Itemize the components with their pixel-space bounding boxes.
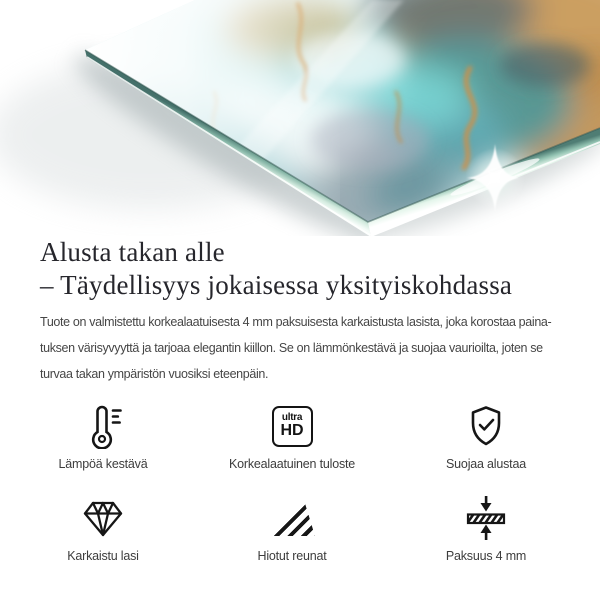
feature-label: Korkealaatuinen tuloste bbox=[228, 457, 356, 471]
product-image bbox=[0, 0, 600, 236]
feature-label: Paksuus 4 mm bbox=[445, 549, 527, 563]
diamond-icon bbox=[79, 494, 127, 542]
description-line: tuksen värisyvyyttä ja tarjoaa elegantin kiillon. Se on lämmönkestävä ja suojaa vaurioilta, joten se bbox=[40, 341, 543, 355]
feature-label: Lämpöä kestävä bbox=[58, 457, 148, 471]
feature-protects-surface bbox=[406, 402, 566, 472]
product-image-graphic bbox=[0, 0, 600, 236]
ultra-hd-icon-text-large: HD bbox=[280, 422, 304, 439]
page-title-line1: Alusta takan alle bbox=[40, 237, 225, 267]
polished-edges-icon bbox=[269, 494, 315, 542]
feature-tempered-glass bbox=[28, 494, 178, 564]
feature-print-quality bbox=[178, 402, 406, 472]
feature-label: Hiotut reunat bbox=[257, 549, 327, 563]
thermometer-icon bbox=[81, 402, 125, 450]
feature-label: Suojaa alustaa bbox=[446, 457, 526, 471]
ultra-hd-icon-text-small: ultra bbox=[281, 412, 303, 423]
product-description bbox=[0, 309, 600, 387]
page-title-line2: – Täydellisyys jokaisessa yksityiskohdassa bbox=[40, 270, 513, 300]
page-title bbox=[0, 236, 600, 302]
feature-label: Karkaistu lasi bbox=[67, 549, 139, 563]
thickness-arrows-icon bbox=[462, 494, 510, 542]
shield-check-icon bbox=[464, 402, 508, 450]
description-line: Tuote on valmistettu korkealaatuisesta 4 mm paksuisesta karkaistusta lasista, joka korostaa paina- bbox=[40, 315, 552, 329]
feature-grid bbox=[28, 402, 566, 564]
ultra-hd-icon bbox=[272, 402, 313, 450]
description-line: turvaa takan ympäristön vuosiksi eteenpäin. bbox=[40, 367, 269, 381]
feature-heat-resistant bbox=[28, 402, 178, 472]
feature-thickness bbox=[406, 494, 566, 564]
feature-polished-edges bbox=[178, 494, 406, 564]
